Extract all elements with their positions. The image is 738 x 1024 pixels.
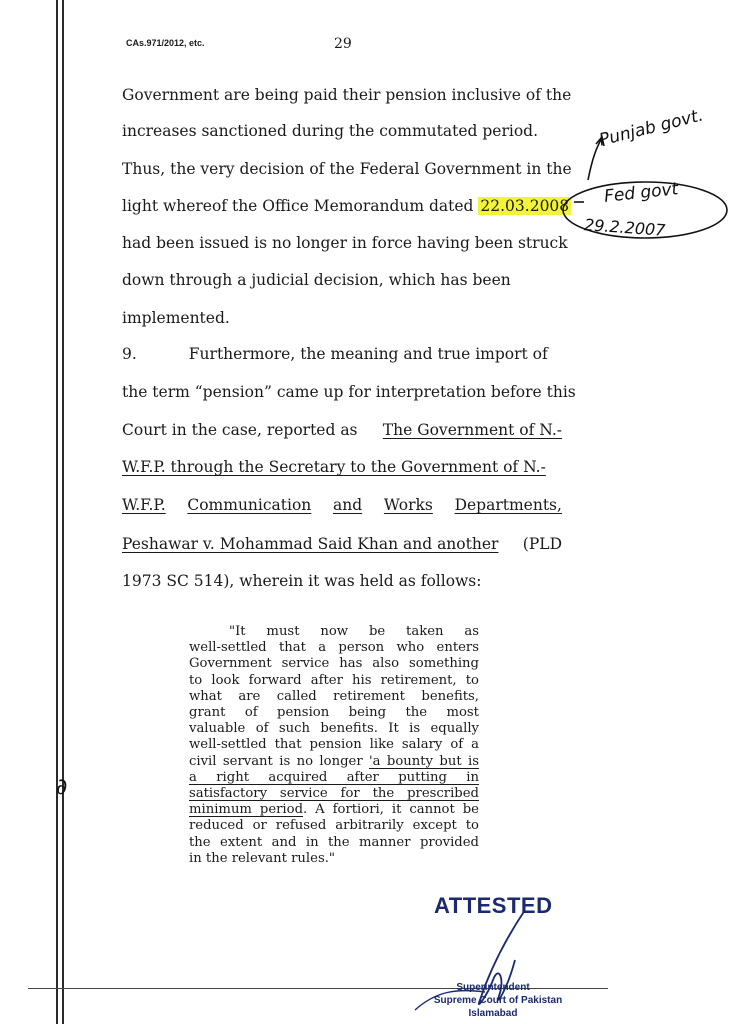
text-line: implemented. [122, 309, 230, 327]
stamp-city: Islamabad [468, 1008, 518, 1019]
stamp-title: Superintendent [456, 982, 530, 993]
text-line: had been issued is no longer in force having been struck [122, 234, 568, 252]
margin-mark-icon: ∂ [56, 775, 68, 800]
left-margin-rule-1 [56, 0, 58, 1024]
text-line: the term “pension” came up for interpretation before this [122, 383, 576, 401]
text-line: Peshawar v. Mohammad Said Khan and another (PLD [122, 535, 562, 553]
text-line: down through a judicial decision, which has been [122, 271, 511, 289]
case-citation: Peshawar v. Mohammad Said Khan and another [122, 535, 499, 553]
left-margin-rule-2 [62, 0, 64, 1024]
text-line: W.F.P. Communication and Works Departments, [122, 496, 562, 514]
text-line: 1973 SC 514), wherein it was held as follows: [122, 572, 482, 590]
case-citation: The Government of N.- [382, 421, 562, 439]
block-quote: "It must now be taken as well-settled that a person who enters Government service has also something to look forward after his retirement, to what are called retirement benefits, grant of pension being the most valuable of such benefits. It is equally well-settled that pension like salary of a civil servant is no longer 'a bounty but is a right acquired after putting in satisfactory service for the prescribed minimum period. A fortiori, it cannot be reduced or refused arbitrarily except to the extent and in the manner provided in the relevant rules." [189, 624, 479, 866]
text-line: Court in the case, reported as The Government of N.- [122, 421, 562, 439]
text-line [122, 458, 562, 476]
page-number: 29 [334, 36, 352, 52]
paragraph-number: 9. [122, 345, 137, 363]
text-line: light whereof the Office Memorandum dated 22.03.2008 [122, 197, 570, 215]
handwritten-note: Fed govt [603, 179, 680, 207]
text-line: Thus, the very decision of the Federal Government in the [122, 160, 572, 178]
text-line: 9. Furthermore, the meaning and true import of [122, 345, 548, 363]
attested-stamp: ATTESTED [434, 893, 553, 918]
text-line: increases sanctioned during the commutated period. [122, 122, 539, 140]
stamp-court: Supreme Court of Pakistan [433, 995, 563, 1006]
handwritten-note: Punjab govt. [597, 105, 706, 151]
highlighted-date: 22.03.2008 [480, 197, 570, 215]
text-line: Government are being paid their pension inclusive of the [122, 86, 572, 104]
case-citation: W.F.P. through the Secretary to the Government of N.- [122, 458, 546, 476]
case-reference: CAs.971/2012, etc. [126, 38, 205, 48]
handwritten-note: 29.2.2007 [583, 215, 667, 240]
